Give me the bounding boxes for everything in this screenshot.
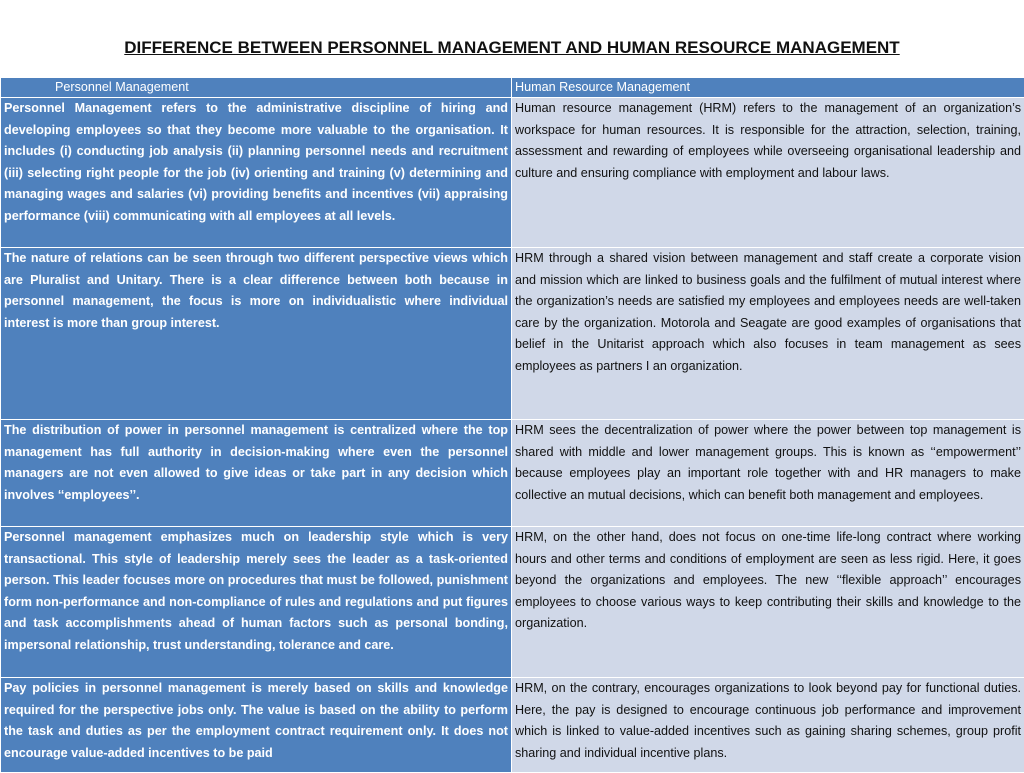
hrm-cell: HRM, on the other hand, does not focus on one-time life-long contract where working hours and other terms and conditions of employment are seen as less rigid. Here, it goes beyond the organizations and employees. The new ‘‘flexible approach’’ encourages employees to choose various ways to keep contributing their skills and knowledge to the organization. [512,527,1024,678]
column-header-hrm: Human Resource Management [512,78,1024,98]
pm-cell: Personnel management emphasizes much on leadership style which is very transactional. This style of leadership merely sees the leader as a task-oriented person. This leader focuses more on procedures that must be followed, punishment form non-performance and non-compliance of rules and regulations and put figures and task accomplishments ahead of human factors such as personal bonding, impersonal relationship, trust understanding, tolerance and care. [1,527,512,678]
table-row [1,98,1024,248]
table-row [1,678,1024,773]
pm-cell: The nature of relations can be seen through two different perspective views which are Pluralist and Unitary. There is a clear difference between both because in personnel management, the focus is more on individualistic where individual interest is more than group interest. [1,248,512,420]
table-row [1,527,1024,678]
pm-cell: Pay policies in personnel management is merely based on skills and knowledge required for the perspective jobs only. The value is based on the ability to perform the task and duties as per the employment contract requirement only. It does not encourage value-added incentives to be paid [1,678,512,773]
column-header-personnel-management: Personnel Management [1,78,512,98]
table-row [1,420,1024,527]
table-row [1,248,1024,420]
hrm-cell: HRM, on the contrary, encourages organizations to look beyond pay for functional duties. Here, the pay is designed to encourage continuous job performance and improvement which is linked to value-added incentives such as gaining sharing schemes, group profit sharing and individual incentive plans. [512,678,1024,773]
comparison-table [0,77,1024,773]
hrm-cell: HRM sees the decentralization of power where the power between top management is shared with middle and lower management groups. This is known as ‘‘empowerment’’ because employees play an important role together with and HR managers to make collective an mutual decisions, which can benefit both management and employees. [512,420,1024,527]
hrm-cell: HRM through a shared vision between management and staff create a corporate vision and mission which are linked to business goals and the fulfilment of mutual interest where the organization’s needs are satisfied my employees and employees needs are well-taken care by the organization. Motorola and Seagate are good examples of organisations that belief in the Unitarist approach which also focuses in team management as sees employees as partners I an organization. [512,248,1024,420]
pm-cell: The distribution of power in personnel management is centralized where the top management has full authority in decision-making where even the personnel managers are not even allowed to give ideas or take part in any decision which involves ‘‘employees’’. [1,420,512,527]
hrm-cell: Human resource management (HRM) refers to the management of an organization’s workspace for human resources. It is responsible for the attraction, selection, training, assessment and rewarding of employees while overseeing organisational leadership and culture and ensuring compliance with employment and labour laws. [512,98,1024,248]
pm-cell: Personnel Management refers to the administrative discipline of hiring and developing employees so that they become more valuable to the organisation. It includes (i) conducting job analysis (ii) planning personnel needs and recruitment (iii) selecting right people for the job (iv) orienting and training (v) determining and managing wages and salaries (vi) providing benefits and incentives (vii) appraising performance (viii) communicating with all employees at all levels. [1,98,512,248]
page-title: DIFFERENCE BETWEEN PERSONNEL MANAGEMENT AND HUMAN RESOURCE MANAGEMENT [0,38,1024,58]
table-header-row [1,78,1024,98]
